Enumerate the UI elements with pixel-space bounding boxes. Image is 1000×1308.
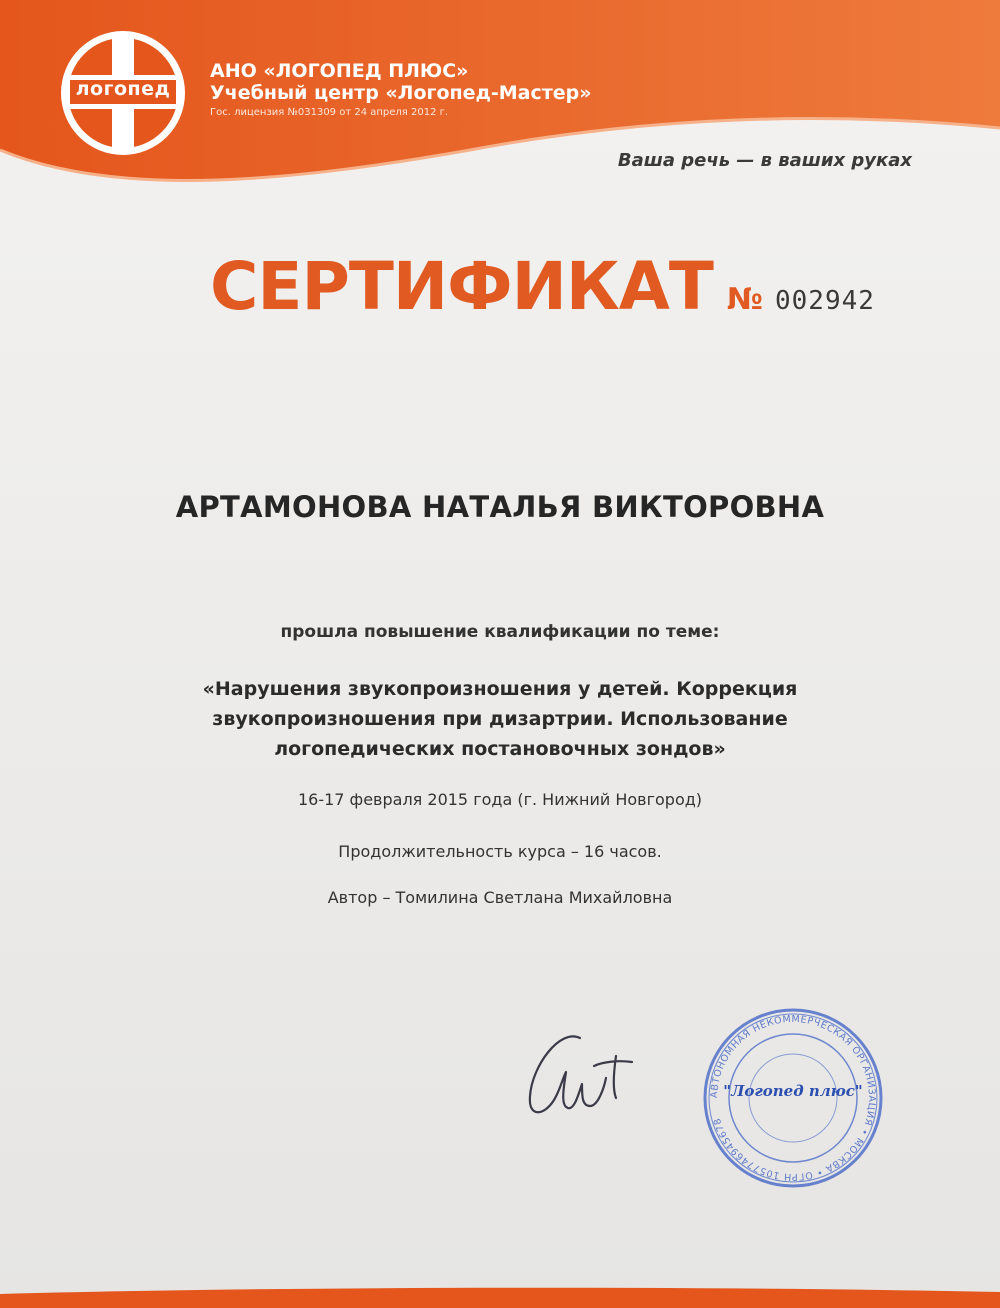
signature-mark (520, 1026, 650, 1126)
number-sign: № (726, 282, 763, 317)
topic-line: «Нарушения звукопроизношения у детей. Коррекция (202, 678, 798, 700)
stamp-ring-text: АВТОНОМНАЯ НЕКОММЕРЧЕСКАЯ ОРГАНИЗАЦИЯ • МОСКВА • ОГРН 1057746945678 (708, 1013, 878, 1183)
organization-block (210, 60, 592, 122)
logo-word: логопед (75, 78, 171, 100)
course-dates: 16-17 февраля 2015 года (г. Нижний Новгород) (297, 790, 703, 809)
topic-line: логопедических постановочных зондов» (274, 738, 726, 760)
course-author: Автор – Томилина Светлана Михайловна (327, 888, 673, 907)
footer-band (0, 1268, 1000, 1308)
license-text: Гос. лицензия №031309 от 24 апреля 2012 г. (210, 107, 449, 118)
training-center-name: Учебный центр «Логопед-Мастер» (210, 82, 592, 104)
slogan: Ваша речь — в ваших руках (617, 150, 912, 171)
stamp-center-text: "Логопед плюс" (723, 1082, 863, 1100)
recipient-name: АРТАМОНОВА НАТАЛЬЯ ВИКТОРОВНА (175, 490, 825, 524)
course-topic (0, 674, 1000, 764)
certificate-title-row (210, 248, 875, 325)
certificate-title: СЕРТИФИКАТ (210, 248, 713, 325)
certificate-number: 002942 (774, 286, 875, 316)
qualification-intro: прошла повышение квалификации по теме: (280, 622, 720, 642)
topic-line: звукопроизношения при дизартрии. Использование (212, 708, 788, 730)
organization-name: АНО «ЛОГОПЕД ПЛЮС» (210, 60, 469, 82)
course-duration: Продолжительность курса – 16 часов. (338, 842, 662, 861)
